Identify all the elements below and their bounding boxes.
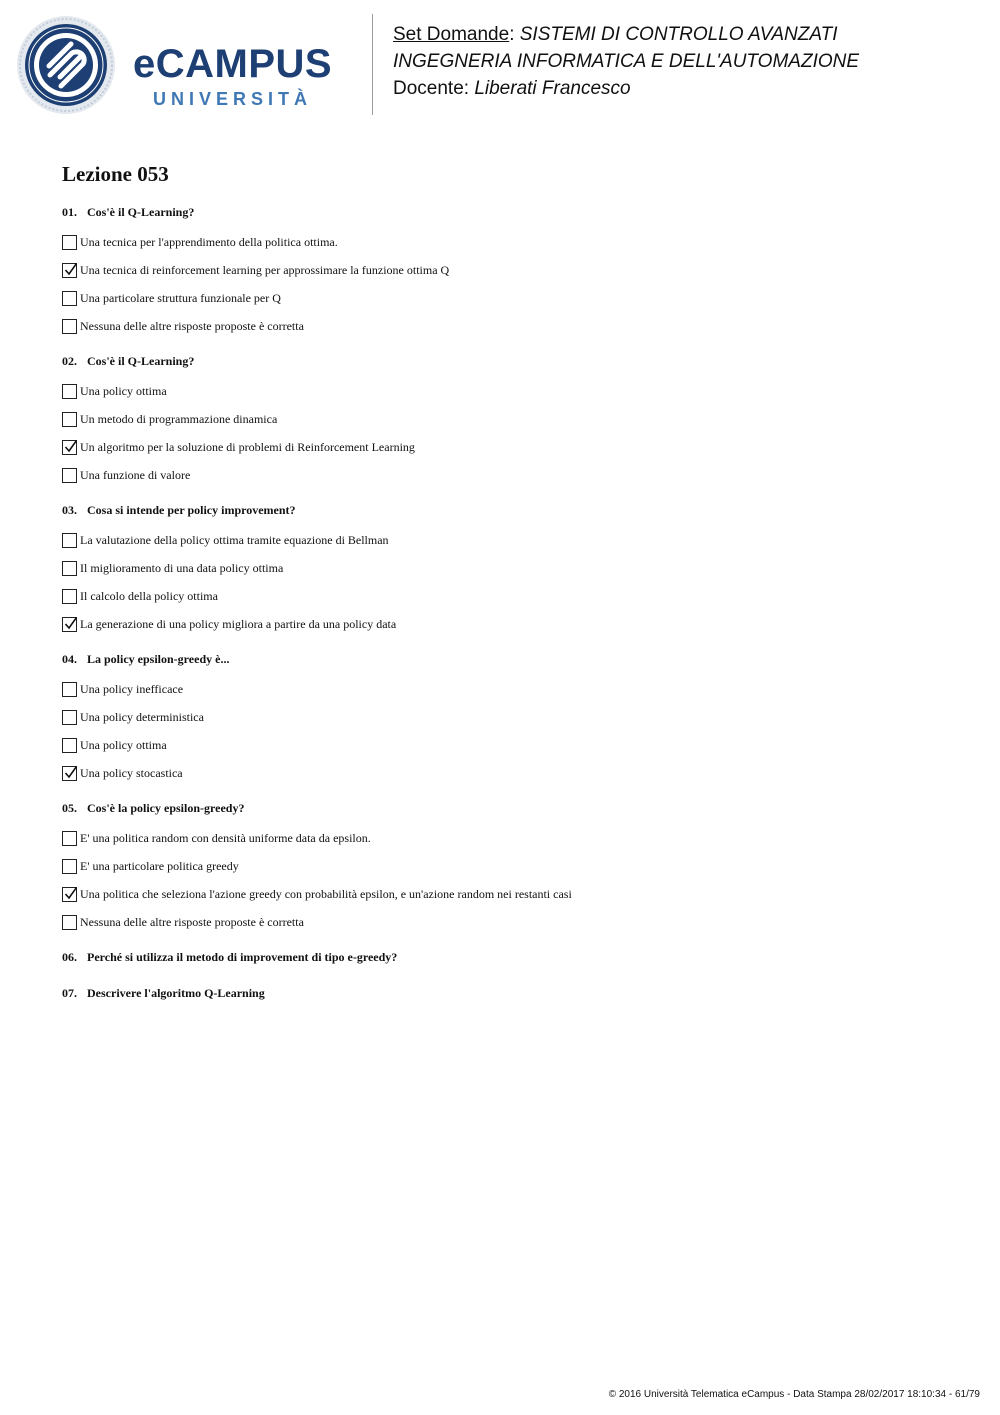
checkbox-unchecked[interactable] [62, 589, 77, 604]
checkbox-unchecked[interactable] [62, 533, 77, 548]
answer-option-label: Una policy inefficace [80, 681, 184, 696]
question-3 [62, 500, 962, 638]
answer-option[interactable] [62, 908, 962, 936]
question-6 [62, 947, 962, 967]
ecampus-wordmark [133, 42, 358, 112]
question-number: 03. [62, 503, 77, 517]
answer-option-label: Una funzione di valore [80, 467, 191, 482]
question-text: Cos'è il Q-Learning? [87, 205, 195, 219]
answer-option[interactable] [62, 582, 962, 610]
answer-option[interactable] [62, 461, 962, 489]
question-5 [62, 798, 962, 936]
question-number: 04. [62, 652, 77, 666]
answer-option[interactable] [62, 284, 962, 312]
page-header [0, 0, 1000, 130]
question-number: 06. [62, 950, 77, 964]
answer-option-label: Nessuna delle altre risposte proposte è corretta [80, 914, 304, 929]
question-text: Cos'è la policy epsilon-greedy? [87, 801, 245, 815]
checkmark-icon [63, 439, 78, 454]
question-text: La policy epsilon-greedy è... [87, 652, 230, 666]
question-list [62, 202, 962, 1003]
answer-option[interactable] [62, 852, 962, 880]
question-4 [62, 649, 962, 787]
question-title [62, 649, 962, 669]
answer-option[interactable] [62, 256, 962, 284]
checkbox-unchecked[interactable] [62, 561, 77, 576]
answer-option[interactable] [62, 824, 962, 852]
course-line [393, 21, 993, 48]
answer-option-label: E' una politica random con densità uniforme data da epsilon. [80, 830, 371, 845]
question-text: Cosa si intende per policy improvement? [87, 503, 296, 517]
question-title [62, 202, 962, 222]
answer-option[interactable] [62, 703, 962, 731]
checkbox-checked[interactable] [62, 617, 77, 632]
checkmark-icon [63, 616, 78, 631]
checkmark-icon [63, 886, 78, 901]
answer-option-label: Un metodo di programmazione dinamica [80, 411, 278, 426]
checkbox-unchecked[interactable] [62, 412, 77, 427]
answer-option-label: Il calcolo della policy ottima [80, 588, 218, 603]
checkbox-unchecked[interactable] [62, 384, 77, 399]
checkmark-icon [63, 765, 78, 780]
question-text: Cos'è il Q-Learning? [87, 354, 195, 368]
answer-option-label: Una policy ottima [80, 383, 167, 398]
checkbox-unchecked[interactable] [62, 291, 77, 306]
question-title [62, 798, 962, 818]
answer-option-label: Nessuna delle altre risposte proposte è corretta [80, 318, 304, 333]
question-text: Perché si utilizza il metodo di improvement di tipo e-greedy? [87, 950, 398, 964]
set-label: Set Domande [393, 24, 510, 45]
answer-option-label: Una policy ottima [80, 737, 167, 752]
checkbox-checked[interactable] [62, 440, 77, 455]
answer-option[interactable] [62, 405, 962, 433]
answer-option[interactable] [62, 610, 962, 638]
answer-option-label: E' una particolare politica greedy [80, 858, 239, 873]
answer-option[interactable] [62, 377, 962, 405]
question-2 [62, 351, 962, 489]
checkbox-unchecked[interactable] [62, 468, 77, 483]
question-number: 07. [62, 986, 77, 1000]
answer-option-label: Una policy deterministica [80, 709, 204, 724]
teacher-label: Docente: [393, 78, 470, 99]
answer-option-label: Un algoritmo per la soluzione di problemi di Reinforcement Learning [80, 439, 415, 454]
question-text: Descrivere l'algoritmo Q-Learning [87, 986, 265, 1000]
teacher-line [393, 75, 993, 102]
main-content [62, 160, 962, 1019]
question-title [62, 983, 962, 1003]
answer-option[interactable] [62, 312, 962, 340]
university-seal-logo [16, 15, 116, 115]
answer-option[interactable] [62, 526, 962, 554]
course-name: SISTEMI DI CONTROLLO AVANZATI [519, 24, 838, 45]
teacher-name: Liberati Francesco [474, 78, 631, 99]
header-info [393, 21, 993, 102]
answer-option[interactable] [62, 731, 962, 759]
lesson-title: Lezione 053 [62, 162, 169, 186]
set-separator: : [509, 24, 515, 45]
question-1 [62, 202, 962, 340]
answer-option-label: Una particolare struttura funzionale per Q [80, 290, 281, 305]
footer-copyright: © 2016 Università Telematica eCampus - Data Stampa 28/02/2017 18:10:34 - 61/79 [608, 1389, 980, 1400]
answer-option[interactable] [62, 675, 962, 703]
checkbox-unchecked[interactable] [62, 319, 77, 334]
logo-sub-text: UNIVERSITÀ [153, 89, 313, 109]
question-number: 05. [62, 801, 77, 815]
question-title [62, 947, 962, 967]
checkbox-unchecked[interactable] [62, 831, 77, 846]
checkbox-unchecked[interactable] [62, 235, 77, 250]
checkbox-unchecked[interactable] [62, 738, 77, 753]
question-title [62, 351, 962, 371]
question-7 [62, 983, 962, 1003]
answer-option[interactable] [62, 880, 962, 908]
degree-name: INGEGNERIA INFORMATICA E DELL'AUTOMAZIONE [393, 51, 860, 72]
header-divider [372, 14, 373, 115]
answer-option[interactable] [62, 433, 962, 461]
answer-option-label: La valutazione della policy ottima tramite equazione di Bellman [80, 532, 389, 547]
checkbox-checked[interactable] [62, 887, 77, 902]
answer-option-label: La generazione di una policy migliora a partire da una policy data [80, 616, 397, 631]
question-number: 02. [62, 354, 77, 368]
answer-option[interactable] [62, 554, 962, 582]
checkbox-unchecked[interactable] [62, 710, 77, 725]
answer-option-label: Una tecnica di reinforcement learning per approssimare la funzione ottima Q [80, 262, 450, 277]
checkbox-unchecked[interactable] [62, 915, 77, 930]
checkbox-checked[interactable] [62, 263, 77, 278]
checkbox-unchecked[interactable] [62, 682, 77, 697]
answer-option-label: Il miglioramento di una data policy ottima [80, 560, 284, 575]
checkbox-unchecked[interactable] [62, 859, 77, 874]
answer-option[interactable] [62, 759, 962, 787]
answer-option-label: Una tecnica per l'apprendimento della politica ottima. [80, 234, 338, 249]
checkbox-checked[interactable] [62, 766, 77, 781]
question-number: 01. [62, 205, 77, 219]
answer-option-label: Una politica che seleziona l'azione greedy con probabilità epsilon, e un'azione random nei restanti casi [80, 886, 572, 901]
answer-option-label: Una policy stocastica [80, 765, 183, 780]
logo-brand-text: eCAMPUS [133, 42, 333, 86]
answer-option[interactable] [62, 228, 962, 256]
checkmark-icon [63, 262, 78, 277]
question-title [62, 500, 962, 520]
